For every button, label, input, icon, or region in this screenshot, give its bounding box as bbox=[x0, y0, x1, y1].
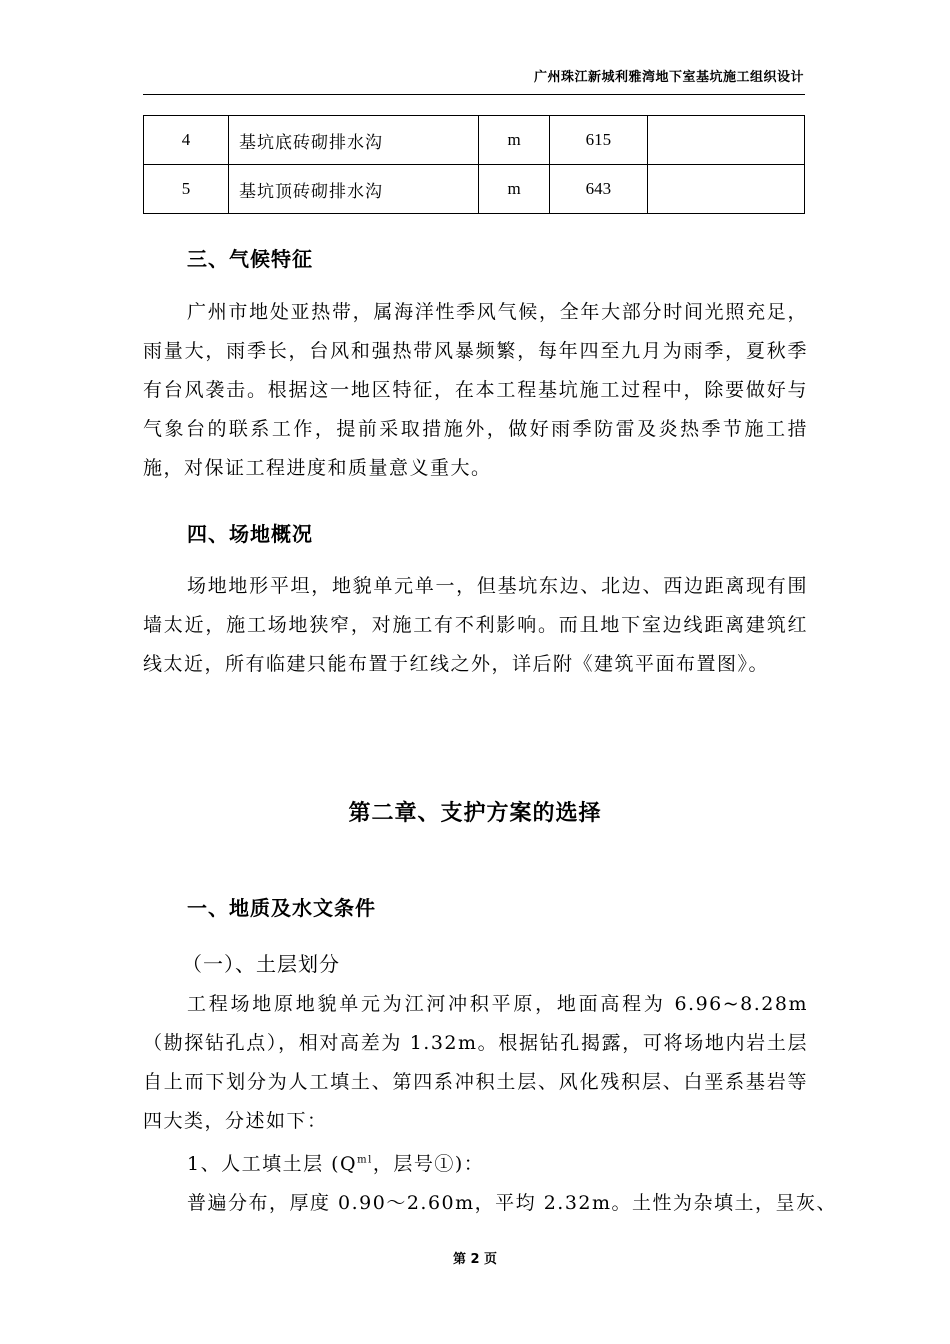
cell-name: 基坑底砖砌排水沟 bbox=[229, 116, 479, 165]
table-row bbox=[144, 165, 805, 214]
cell-unit: m bbox=[479, 165, 550, 214]
chapter-title: 第二章、支护方案的选择 bbox=[348, 801, 602, 826]
quantity-table bbox=[143, 115, 805, 214]
header-divider bbox=[143, 94, 805, 95]
geology-heading: 一、地质及水文条件 bbox=[187, 896, 376, 920]
header-title: 广州珠江新城利雅湾地下室基坑施工组织设计 bbox=[533, 70, 804, 85]
soil-layer-subheading: （一）、土层划分 bbox=[182, 952, 340, 976]
cell-remark bbox=[648, 116, 805, 165]
fill-layer-item bbox=[187, 1149, 484, 1176]
site-heading: 四、场地概况 bbox=[187, 522, 313, 546]
climate-heading: 三、气候特征 bbox=[187, 247, 313, 271]
cell-unit: m bbox=[479, 116, 550, 165]
page-number: 第 2 页 bbox=[452, 1252, 498, 1267]
cell-no: 5 bbox=[144, 165, 229, 214]
cell-remark bbox=[648, 165, 805, 214]
site-paragraph: 场地地形平坦，地貌单元单一，但基坑东边、北边、西边距离现有围墙太近，施工场地狭窄，对施工有不利影响。而且地下室边线距离建筑红线太近，所有临建只能布置于红线之外，详后附《建筑平面布置图》。 bbox=[143, 575, 808, 675]
cell-qty: 643 bbox=[549, 165, 647, 214]
fill-layer-label-end: ，层号①)： bbox=[372, 1153, 485, 1175]
geology-paragraph: 工程场地原地貌单元为江河冲积平原，地面高程为 6.96~8.28m（勘探钻孔点），相对高差为 1.32m。根据钻孔揭露，可将场地内岩土层自上而下划分为人工填土、第四系冲积土层、风化残积层、白垩系基岩等四大类，分述如下： bbox=[143, 993, 808, 1132]
fill-layer-label: 1、人工填土层 (Q bbox=[187, 1153, 358, 1175]
cell-no: 4 bbox=[144, 116, 229, 165]
fill-layer-text: 普遍分布，厚度 0.90～2.60m，平均 2.32m。土性为杂填土，呈灰、 bbox=[187, 1192, 838, 1214]
table-row bbox=[144, 116, 805, 165]
climate-paragraph: 广州市地处亚热带，属海洋性季风气候，全年大部分时间光照充足，雨量大，雨季长，台风和强热带风暴频繁，每年四至九月为雨季，夏秋季有台风袭击。根据这一地区特征，在本工程基坑施工过程中，除要做好与气象台的联系工作，提前采取措施外，做好雨季防雷及炎热季节施工措施，对保证工程进度和质量意义重大。 bbox=[143, 301, 808, 479]
cell-name: 基坑顶砖砌排水沟 bbox=[229, 165, 479, 214]
fill-layer-sup: ml bbox=[357, 1154, 373, 1166]
cell-qty: 615 bbox=[549, 116, 647, 165]
